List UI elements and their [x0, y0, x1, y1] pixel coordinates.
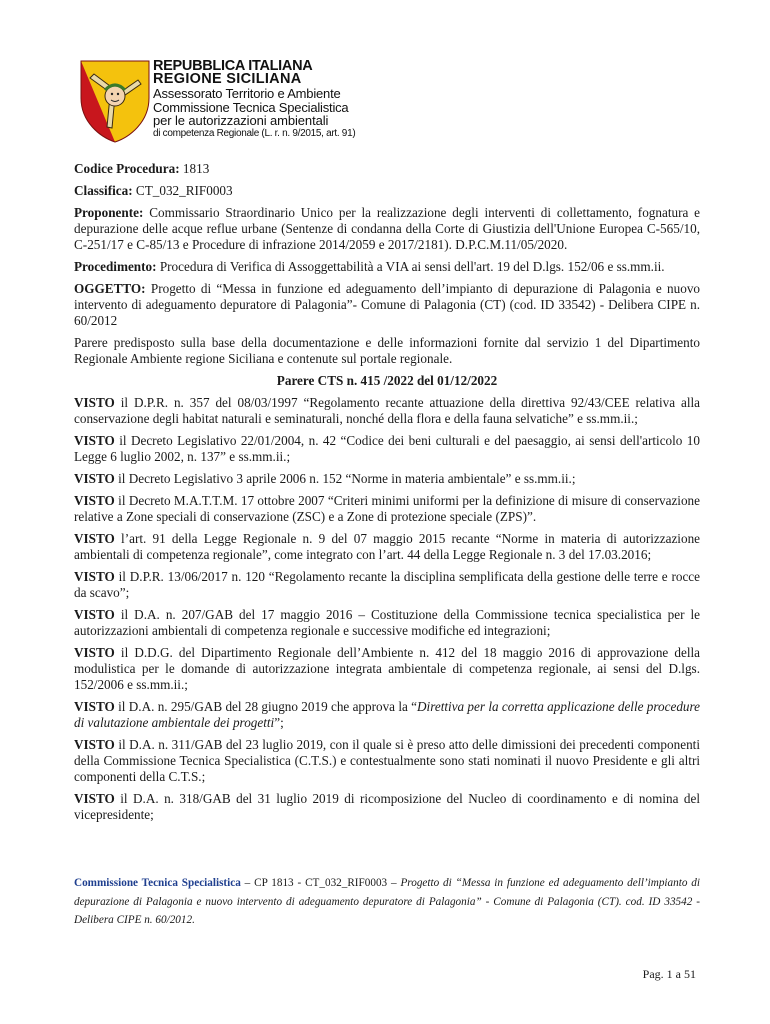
visto-paragraph: [74, 791, 700, 823]
header-line-region: REGIONE SICILIANA: [153, 71, 302, 87]
visto-text: l’art. 91 della Legge Regionale n. 9 del 07 maggio 2015 recante “Norme in materia di autorizzazione ambientali di competenza regionale”, come integrato con l’art. 44 della Legge Regionale n. 3 del 17.03.2016;: [74, 531, 701, 562]
visto-paragraph: [74, 395, 700, 427]
oggetto-label: OGGETTO:: [74, 281, 146, 296]
visto-paragraph: [74, 531, 700, 563]
codice-label: Codice Procedura:: [74, 161, 180, 176]
visto-text: il D.D.G. del Dipartimento Regionale dell’Ambiente n. 412 del 18 maggio 2016 di approvazione della modulistica per le domande di autorizzazione integrata ambientale di competenza regionale, ai sensi del D.lgs. 152/2006 e ss.mm.ii.;: [74, 645, 701, 692]
visto-label: VISTO: [74, 791, 115, 806]
header-line-competence: di competenza Regionale (L. r. n. 9/2015, art. 91): [153, 128, 356, 139]
oggetto: [74, 281, 700, 329]
visto-text: il D.P.R. n. 357 del 08/03/1997 “Regolamento recante attuazione della direttiva 92/43/CEE relativa alla conservazione degli habitat naturali e seminaturali, nonché della flora e della fauna selvatiche” e ss.mm.ii.;: [74, 395, 701, 426]
header-line-authorizations: per le autorizzazioni ambientali: [153, 113, 329, 128]
visto-text: il D.A. n. 207/GAB del 17 maggio 2016 – Costituzione della Commissione tecnica specialistica per le autorizzazioni ambientali di competenza regionale e successive modifiche ed integrazioni;: [74, 607, 700, 638]
visto-paragraph: [74, 737, 700, 785]
visto-text: il D.A. n. 311/GAB del 23 luglio 2019, con il quale si è preso atto delle dimissioni dei precedenti componenti della Commissione Tecnica Specialistica (C.T.S.) e contestualmente sono stati nominati il nuovo Presidente e gli altri componenti della C.T.S.;: [74, 737, 700, 784]
visto-paragraph: [74, 699, 700, 731]
procedimento-label: Procedimento:: [74, 259, 157, 274]
header-line-department: Assessorato Territorio e Ambiente: [153, 86, 341, 101]
visto-text: il D.P.R. 13/06/2017 n. 120 “Regolamento recante la disciplina semplificata della gestione delle terre e rocce da scavo”;: [74, 569, 701, 600]
procedimento-value: Procedura di Verifica di Assoggettabilità a VIA ai sensi dell'art. 19 del D.lgs. 152/06 e ss.mm.ii.: [159, 259, 665, 274]
visto-text: il Decreto Legislativo 22/01/2004, n. 42 “Codice dei beni culturali e del paesaggio, ai sensi dell'articolo 10 Legge 6 luglio 2002, n. 137” e ss.mm.ii.;: [74, 433, 700, 464]
codice-procedura: [74, 161, 700, 177]
visto-label: VISTO: [74, 569, 115, 584]
visto-label: VISTO: [74, 737, 115, 752]
visto-label: VISTO: [74, 531, 115, 546]
visto-paragraph: [74, 471, 700, 487]
oggetto-value: Progetto di “Messa in funzione ed adeguamento dell’impianto di depurazione di Palagonia e nuovo intervento di adeguamento depuratore di Palagonia”- Comune di Palagonia (CT) (cod. ID 33542) - Delibera CIPE n. 60/2012: [74, 281, 701, 328]
visto-label: VISTO: [74, 493, 115, 508]
visto-label: VISTO: [74, 645, 115, 660]
visto-label: VISTO: [74, 433, 115, 448]
visto-text: il D.A. n. 318/GAB del 31 luglio 2019 di ricomposizione del Nucleo di coordinamento e di nomina del vicepresidente;: [74, 791, 701, 822]
footer-project-title: Progetto di “Messa in funzione ed adeguamento dell’impianto di depurazione di Palagonia e nuovo intervento di adeguamento depuratore di Palagonia” - Comune di Palagonia (CT). cod. ID 33542 - Delibera CIPE n. 60/2012.: [74, 877, 700, 926]
visto-paragraph: [74, 645, 700, 693]
page-footer: [74, 874, 700, 930]
page-number: Pag. 1 a 51: [642, 967, 696, 981]
visto-label: VISTO: [74, 471, 115, 486]
parere-intro: Parere predisposto sulla base della documentazione e delle informazioni fornite dal servizio 1 del Dipartimento Regionale Ambiente regione Siciliana e contenute sul portale regionale.: [74, 335, 700, 366]
visto-italic-title: Direttiva per la corretta applicazione delle procedure di valutazione ambientale dei progetti: [74, 699, 701, 730]
proponente-value: Commissario Straordinario Unico per la realizzazione degli interventi di collettamento, fognatura e depurazione delle acque reflue urbane (Sentenze di condanna della Corte di Giustizia dell'Unione Europea C-565/10, C-251/17 e C-85/13 e Procedure di infrazione 2014/2059 e 2017/2181). D.P.C.M.11/05/2020.: [74, 205, 701, 252]
procedimento: [74, 259, 700, 275]
proponente: [74, 205, 700, 253]
classifica: [74, 183, 700, 199]
visto-text: il D.A. n. 295/GAB del 28 giugno 2019 che approva la “: [118, 699, 418, 714]
header-line-republic: REPUBBLICA ITALIANA: [153, 58, 313, 74]
classifica-value: CT_032_RIF0003: [135, 183, 233, 198]
header-institution-text: [153, 60, 355, 141]
visto-paragraph: [74, 569, 700, 601]
visto-text: il Decreto M.A.T.T.M. 17 ottobre 2007 “Criteri minimi uniformi per la definizione di misure di conservazione relative a Zone speciali di conservazione (ZSC) e a Zone di protezione speciale (ZPS)”.: [74, 493, 701, 524]
document-header: [78, 58, 368, 150]
visto-label: VISTO: [74, 607, 115, 622]
visto-text: il Decreto Legislativo 3 aprile 2006 n. 152 “Norme in materia ambientale” e ss.mm.ii.;: [118, 471, 576, 486]
parere-title: Parere CTS n. 415 /2022 del 01/12/2022: [276, 373, 498, 388]
visto-paragraph: [74, 607, 700, 639]
footer-commission-name: Commissione Tecnica Specialistica: [74, 877, 241, 889]
visto-label: VISTO: [74, 699, 115, 714]
proponente-label: Proponente:: [74, 205, 144, 220]
visto-paragraph: [74, 433, 700, 465]
codice-value: 1813: [182, 161, 210, 176]
header-line-commission: Commissione Tecnica Specialistica: [153, 100, 349, 115]
document-body: [74, 161, 700, 829]
visto-paragraph: [74, 493, 700, 525]
visto-text-end: ”;: [274, 715, 284, 730]
trinacria-coat-of-arms-icon: [78, 58, 152, 144]
visto-label: VISTO: [74, 395, 115, 410]
classifica-label: Classifica:: [74, 183, 133, 198]
footer-reference: – CP 1813 - CT_032_RIF0003 –: [240, 877, 401, 889]
